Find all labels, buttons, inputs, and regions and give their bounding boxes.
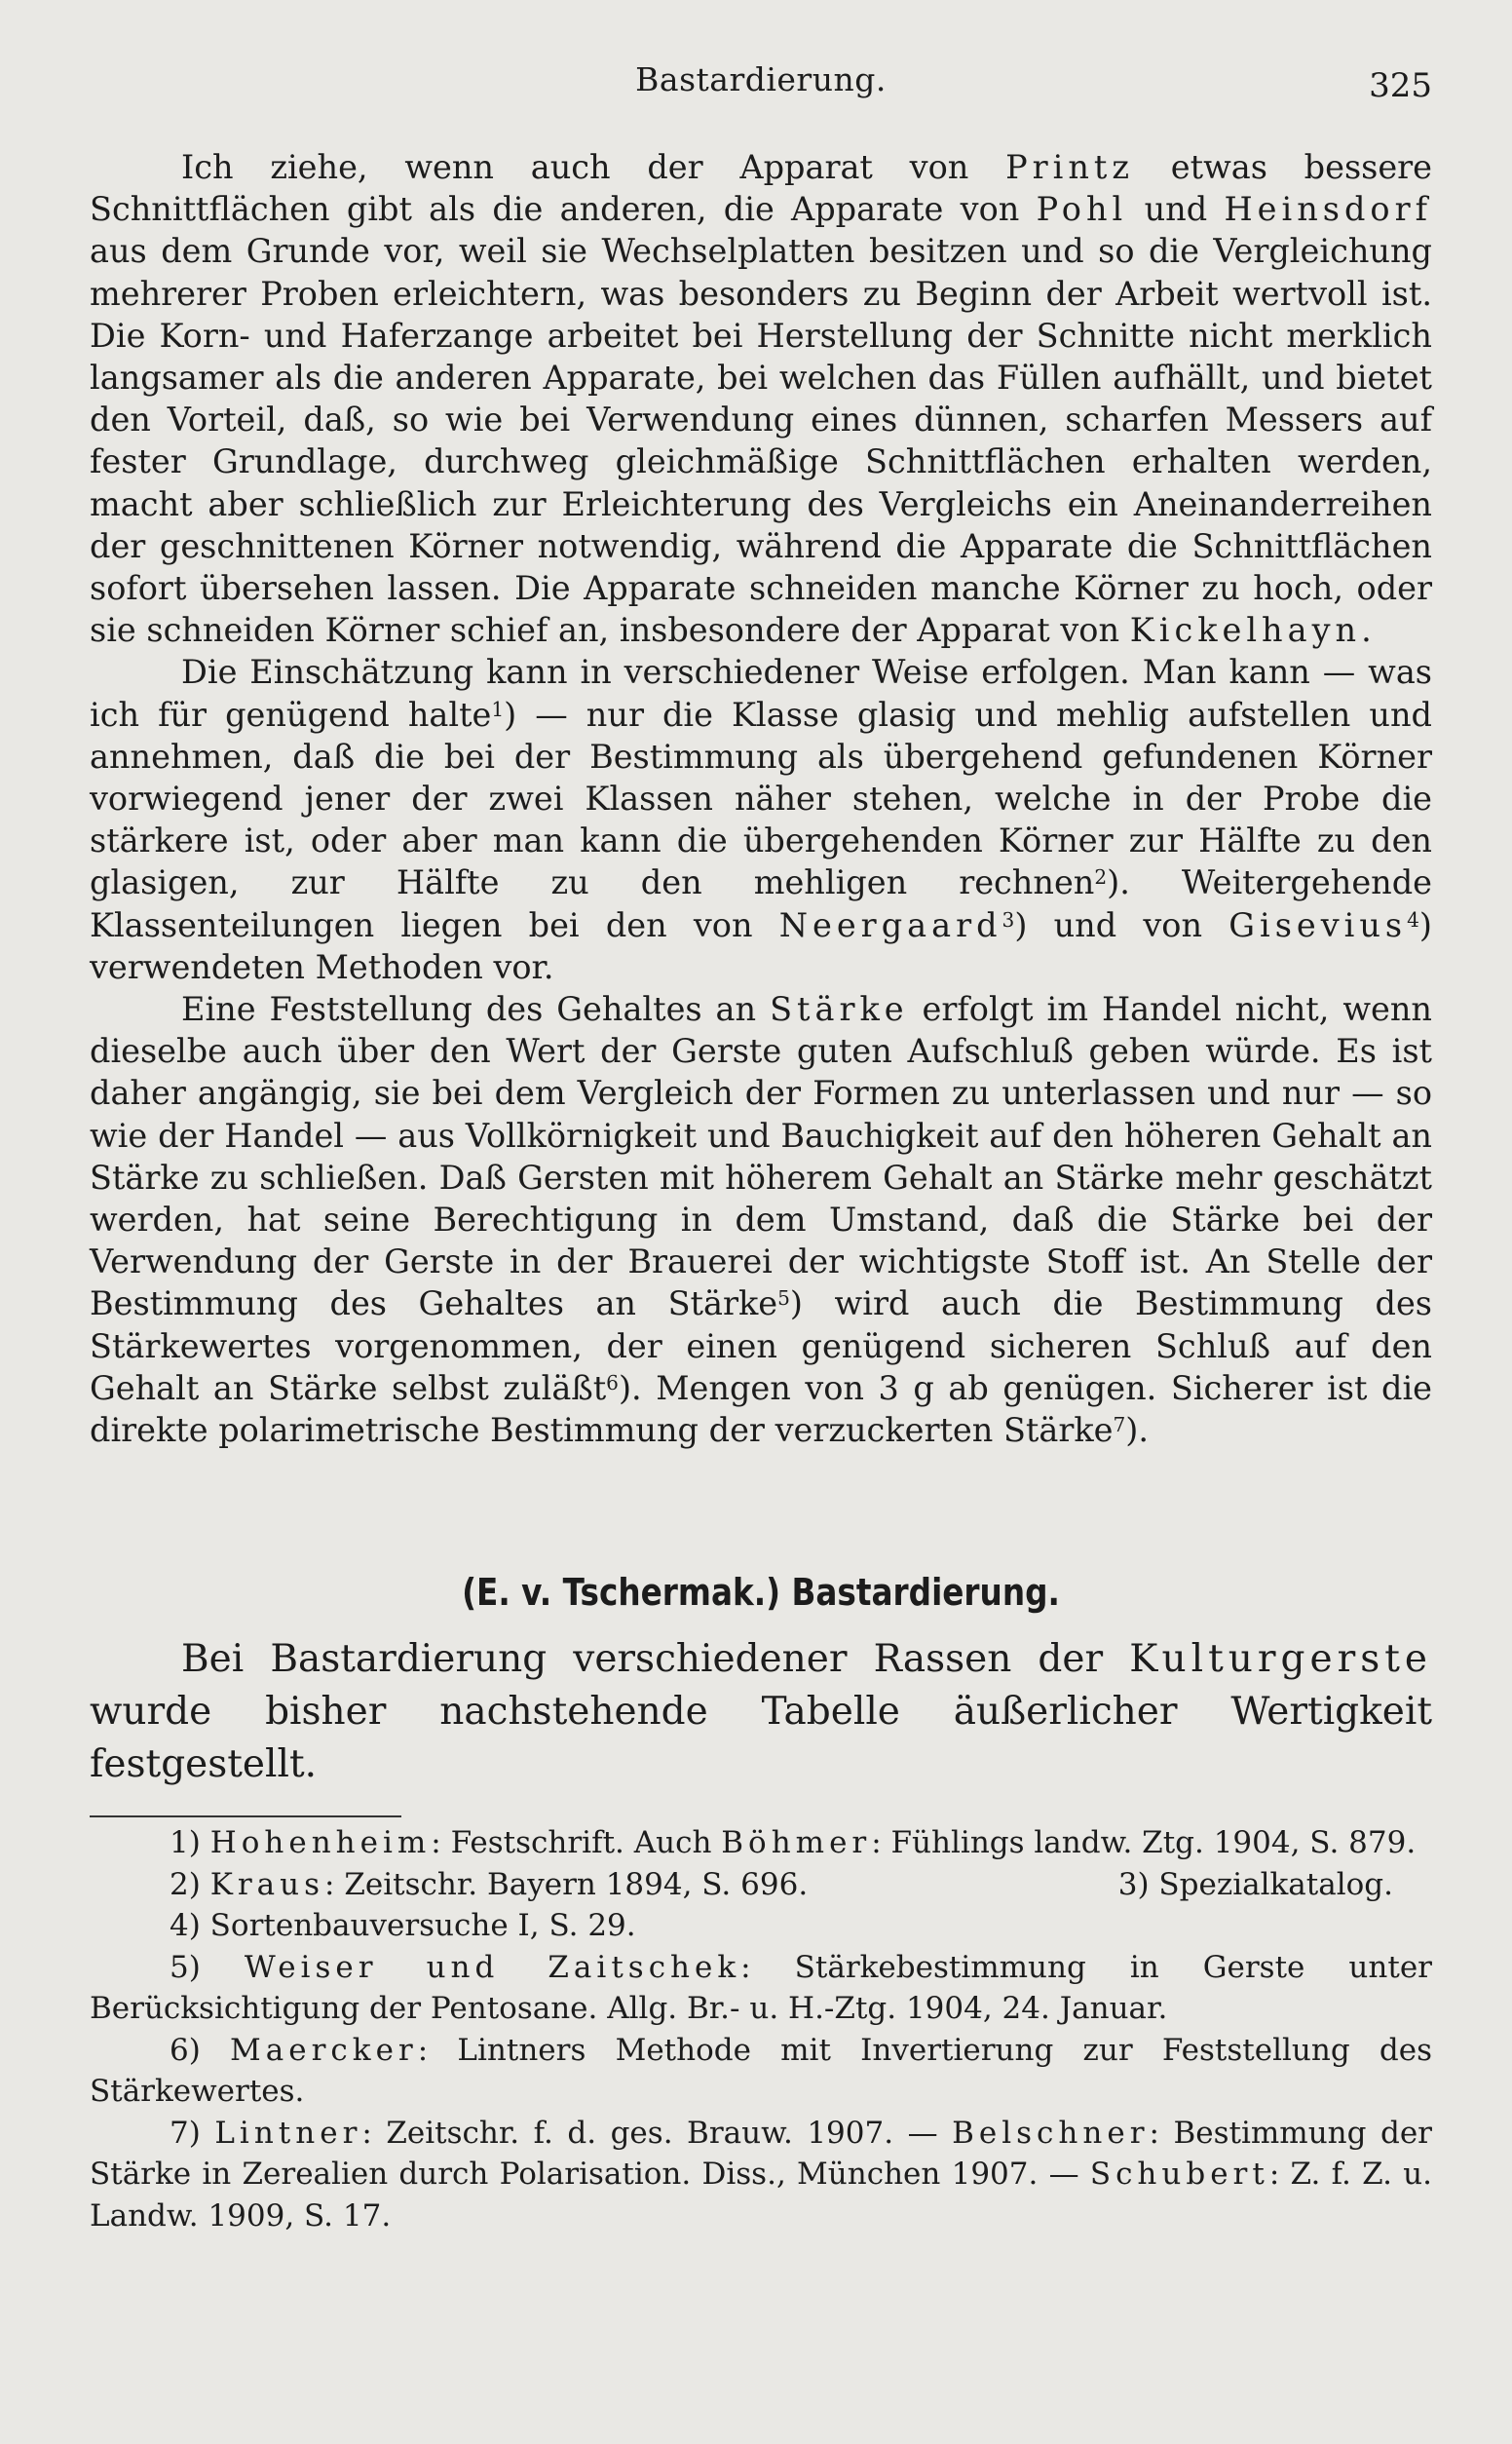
paragraph-apparatus: Ich ziehe, wenn auch der Apparat von Printz etwas bessere Schnittflächen gibt als die anderen, die Apparate von Pohl und Heinsdorf aus dem Grunde vor, weil sie Wechselplatten besitzen und so die Vergleichung mehrerer Proben erleichtern, was besonders zu Beginn der Arbeit wertvoll ist. Die Korn- und Haferzange arbeitet bei Herstellung der Schnitte nicht merklich langsamer als die anderen Apparate, bei welchen das Füllen aufhällt, und bietet den Vorteil, daß, so wie bei Verwendung eines dünnen, scharfen Messers auf fester Grundlage, durchweg gleichmäßige Schnittflächen erhalten werden, macht aber schließlich zur Erleichterung des Vergleichs ein Aneinanderreihen der geschnittenen Körner notwendig, während die Apparate die Schnittflächen sofort übersehen lassen. Die Apparate schneiden manche Körner zu hoch, oder sie schneiden Körner schief an, insbesondere der Apparat von Kickelhayn.	[90, 148, 1432, 650]
footnote-row-2-3	[90, 1864, 1432, 1906]
running-title: Bastardierung.	[635, 60, 887, 98]
author-name: Pohl	[1036, 190, 1128, 229]
footnote-ref: 2	[1094, 865, 1108, 890]
section-lead	[90, 1633, 1432, 1791]
footnote-ref: 3	[1002, 907, 1015, 932]
footnote-2: 2) Kraus: Zeitschr. Bayern 1894, S. 696.	[170, 1866, 809, 1902]
paragraph-classification: Die Einschätzung kann in verschiedener Weise erfolgen. Man kann — was ich für genügend halte$^1$) — nur die Klasse glasig und mehlig aufstellen und annehmen, daß die bei der Bestimmung als übergehend gefundenen Körner vorwiegend jener der zwei Klassen näher stehen, welche in der Probe die stärkere ist, oder aber man kann die übergehenden Körner zur Hälfte zu den glasigen, zur Hälfte zu den mehligen rechnen$^2$). Weitergehende Klassenteilungen liegen bei den von Neergaard$^3$) und von Gisevius$^4$) verwendeten Methoden vor.	[90, 653, 1432, 986]
footnote-1: 1) Hohenheim: Festschrift. Auch Böhmer: Fühlings landw. Ztg. 1904, S. 879.	[170, 1825, 1417, 1860]
footnote-7: 7) Lintner: Zeitschr. f. d. ges. Brauw. 1907. — Belschner: Bestimmung der Stärke in Zerealien durch Polarisation. Diss., München 1907. — Schubert: Z. f. Z. u. Landw. 1909, S. 17.	[90, 2115, 1432, 2234]
paragraph-lead: Bei Bastardierung verschiedener Rassen der Kulturgerste wurde bisher nachstehende Tabelle äußerlicher Wertigkeit festgestellt.	[90, 1637, 1432, 1786]
footnote-ref: 7	[1113, 1413, 1126, 1437]
footnote-6: 6) Maercker: Lintners Methode mit Invertierung zur Feststellung des Stärkewertes.	[90, 2032, 1432, 2109]
body-text	[90, 146, 1432, 1451]
footnote-3: 3) Spezialkatalog.	[1117, 1866, 1393, 1902]
running-head	[90, 60, 1432, 105]
footnote-4: 4) Sortenbauversuche I, S. 29.	[170, 1908, 636, 1943]
author-name: Heinsdorf	[1224, 190, 1432, 229]
footnote-ref: 5	[777, 1286, 790, 1311]
page-number: 325	[1369, 66, 1432, 105]
footnotes	[90, 1822, 1432, 2236]
footnote-5: 5) Weiser und Zaitschek: Stärkebestimmung in Gerste unter Berücksichtigung der Pentosane. Allg. Br.- u. H.-Ztg. 1904, 24. Januar.	[90, 1949, 1432, 2026]
author-name: Neergaard	[778, 905, 1002, 944]
footnote-ref: 1	[491, 697, 505, 721]
author-name: Kickelhayn	[1129, 611, 1362, 650]
footnote-divider	[90, 1815, 401, 1817]
paragraph-starch: Eine Feststellung des Gehaltes an Stärke erfolgt im Handel nicht, wenn dieselbe auch über den Wert der Gerste guten Aufschluß geben würde. Es ist daher angängig, sie bei dem Vergleich der Formen zu unterlassen und nur — so wie der Handel — aus Vollkörnigkeit und Bauchigkeit auf den höheren Gehalt an Stärke zu schließen. Daß Gersten mit höherem Gehalt an Stärke mehr geschätzt werden, hat seine Berechtigung in dem Umstand, daß die Stärke bei der Verwendung der Gerste in der Brauerei der wichtigste Stoff ist. An Stelle der Bestimmung des Gehaltes an Stärke$^5$) wird auch die Bestimmung des Stärkewertes vorgenommen, der einen genügend sicheren Schluß auf den Gehalt an Stärke selbst zuläßt$^6$). Mengen von 3 g ab genügen. Sicherer ist die direkte polarimetrische Bestimmung der verzuckerten Stärke$^7$).	[90, 990, 1432, 1450]
author-name: Gisevius	[1228, 905, 1408, 944]
emphasis-term: Kulturgerste	[1129, 1637, 1432, 1681]
section-heading: (E. v. Tschermak.) Bastardierung.	[462, 1571, 1060, 1614]
emphasis-term: Stärke	[770, 990, 909, 1029]
author-name: Printz	[1005, 148, 1135, 186]
footnote-ref: 6	[606, 1370, 619, 1394]
footnote-ref: 4	[1407, 907, 1419, 932]
